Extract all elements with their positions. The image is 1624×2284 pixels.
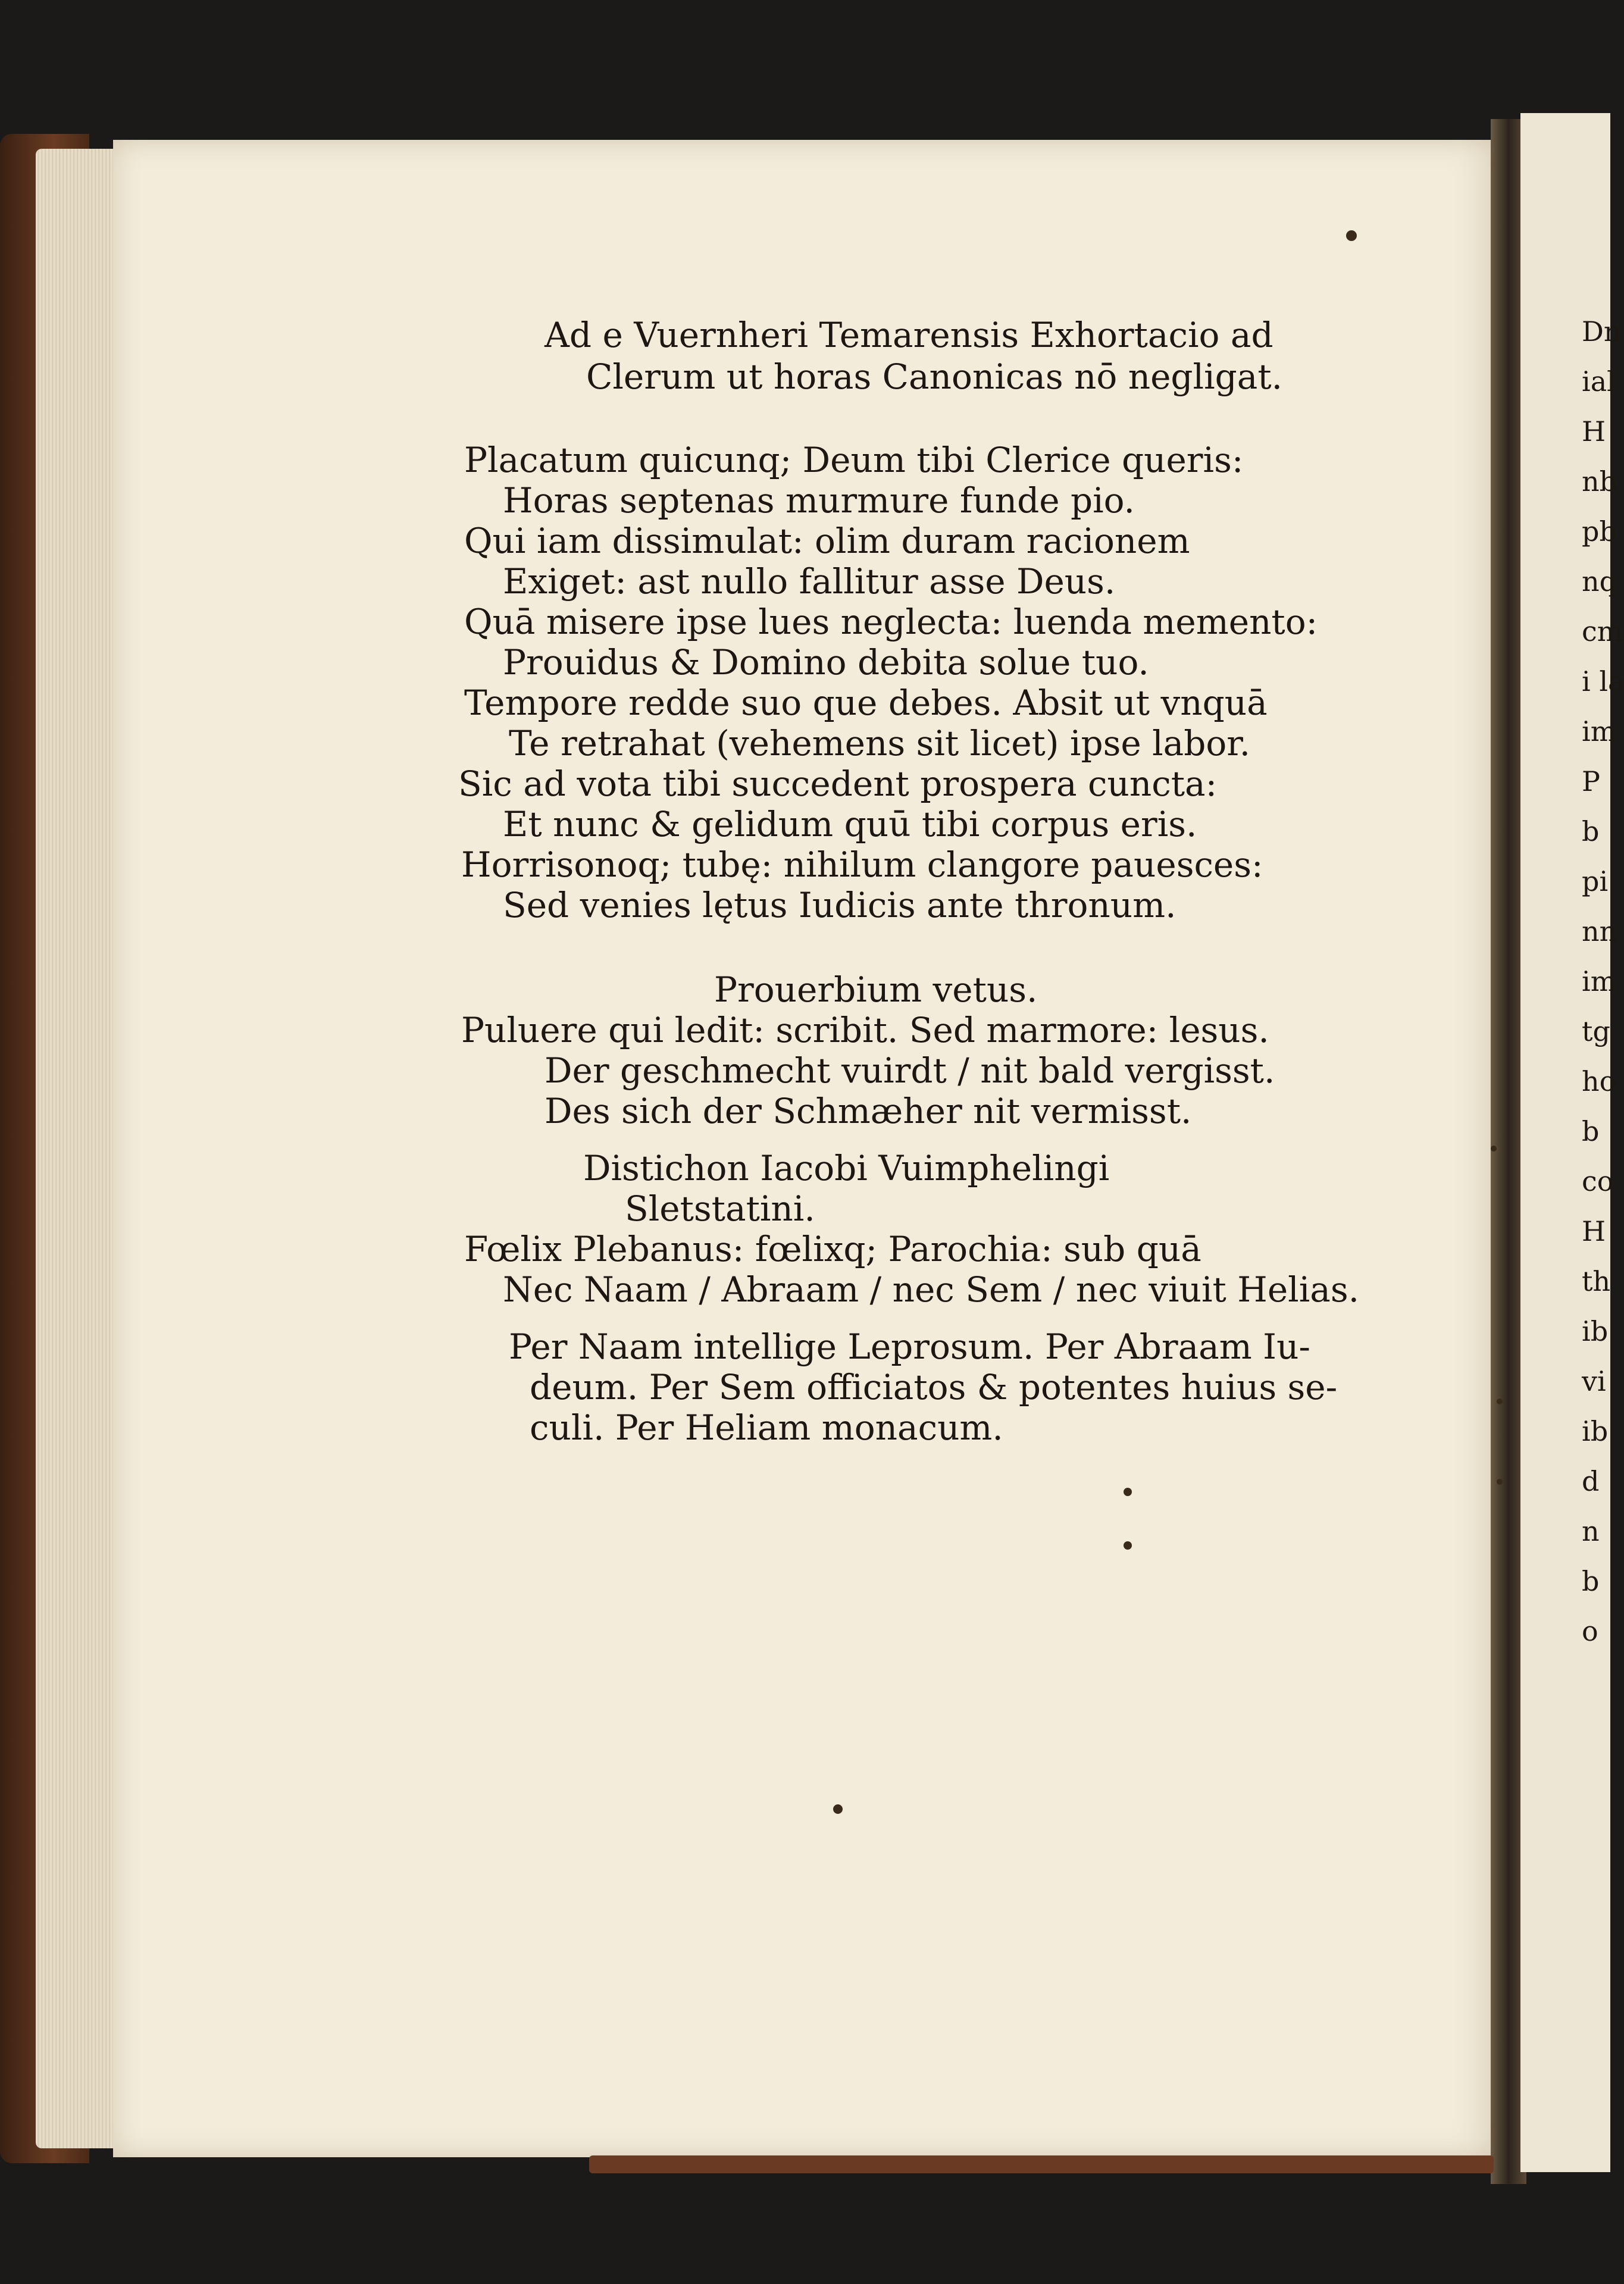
verse-line: Qui iam dissimulat: olim duram racionem [464,521,1190,561]
verse-line: Horrisonoq; tubę: nihilum clangore pauesces: [461,844,1263,885]
ink-speck [1491,1146,1497,1152]
verse-line: Horas septenas murmure funde pio. [503,480,1135,521]
ink-speck [833,1804,843,1814]
facing-page-fragment: nb [1582,465,1617,498]
facing-page-fragment: ib [1582,1315,1609,1347]
facing-page-fragment: nq [1582,565,1617,597]
distich-line: Nec Naam / Abraam / nec Sem / nec viuit Helias. [503,1269,1360,1310]
facing-page-fragment: nn [1582,915,1617,947]
facing-page-fragment: H [1582,415,1606,448]
bottom-clasp-strap [589,2155,1494,2173]
gloss-line: deum. Per Sem officiatos & potentes huius se- [530,1367,1338,1407]
facing-page-fragment: vi [1582,1365,1606,1397]
gloss-line: culi. Per Heliam monacum. [530,1407,1003,1448]
facing-page-fragment: b [1582,1115,1600,1147]
verse-line: Quā misere ipse lues neglecta: luenda memento: [464,602,1318,642]
proverb-heading: Prouerbium vetus. [714,969,1038,1010]
facing-page-fragment: d [1582,1465,1600,1497]
verse-line: Prouidus & Domino debita solue tuo. [503,642,1149,683]
verse-line: Et nunc & gelidum quū tibi corpus eris. [503,804,1197,844]
verse-line: Sic ad vota tibi succedent prospera cuncta: [458,764,1218,804]
facing-page-fragment: n [1582,1515,1600,1547]
facing-page-fragment: th [1582,1265,1611,1297]
facing-page-fragment: co [1582,1165,1614,1197]
facing-page-fragment: pb [1582,515,1617,547]
verse-line: Tempore redde suo que debes. Absit ut vnquā [464,683,1268,723]
proverb-line: Der geschmecht vuirdt / nit bald vergisst. [545,1050,1275,1091]
facing-page-fragment: o [1582,1615,1598,1647]
facing-page-fragment: im [1582,965,1617,997]
verse-line: Sed venies lętus Iudicis ante thronum. [503,885,1176,925]
verse-line: Placatum quicunq; Deum tibi Clerice queris: [464,440,1244,480]
ink-speck [1497,1398,1503,1404]
facing-page-fragment: ho [1582,1065,1616,1097]
facing-page-fragment: P [1582,765,1600,797]
distich-line: Fœlix Plebanus: fœlixq; Parochia: sub quā [464,1229,1201,1269]
proverb-line: Des sich der Schmæher nit vermisst. [545,1091,1192,1131]
facing-page-fragment: H [1582,1215,1606,1247]
facing-page-fragment: im [1582,715,1617,747]
facing-page-fragment: Dn [1582,315,1622,348]
distich-heading-line-2: Sletstatini. [625,1188,815,1229]
verse-line: Exiget: ast nullo fallitur asse Deus. [503,561,1116,602]
proverb-line: Puluere qui ledit: scribit. Sed marmore: lesus. [461,1010,1269,1050]
poem-title-line-2: Clerum ut horas Canonicas nō negligat. [586,356,1283,397]
facing-page-fragment: ib [1582,1415,1609,1447]
ink-speck [1497,1479,1503,1485]
facing-page-fragment: cm [1582,615,1623,647]
facing-page-fragment: tg [1582,1015,1610,1047]
facing-page-fragment: pi [1582,865,1609,897]
facing-page-fragment: b [1582,1565,1600,1597]
facing-page-fragment: b [1582,815,1600,847]
ink-speck [1346,230,1357,241]
distich-heading-line-1: Distichon Iacobi Vuimphelingi [583,1148,1110,1188]
ink-speck [1124,1541,1132,1550]
facing-page-fragment: ial [1582,365,1616,398]
poem-title-line-1: Ad e Vuernheri Temarensis Exhortacio ad [545,315,1273,355]
gloss-line: Per Naam intellige Leprosum. Per Abraam Iu- [509,1326,1311,1367]
ink-speck [1124,1488,1132,1496]
verse-line: Te retrahat (vehemens sit licet) ipse labor. [509,723,1251,764]
facing-page-fragment: i la [1582,665,1624,697]
